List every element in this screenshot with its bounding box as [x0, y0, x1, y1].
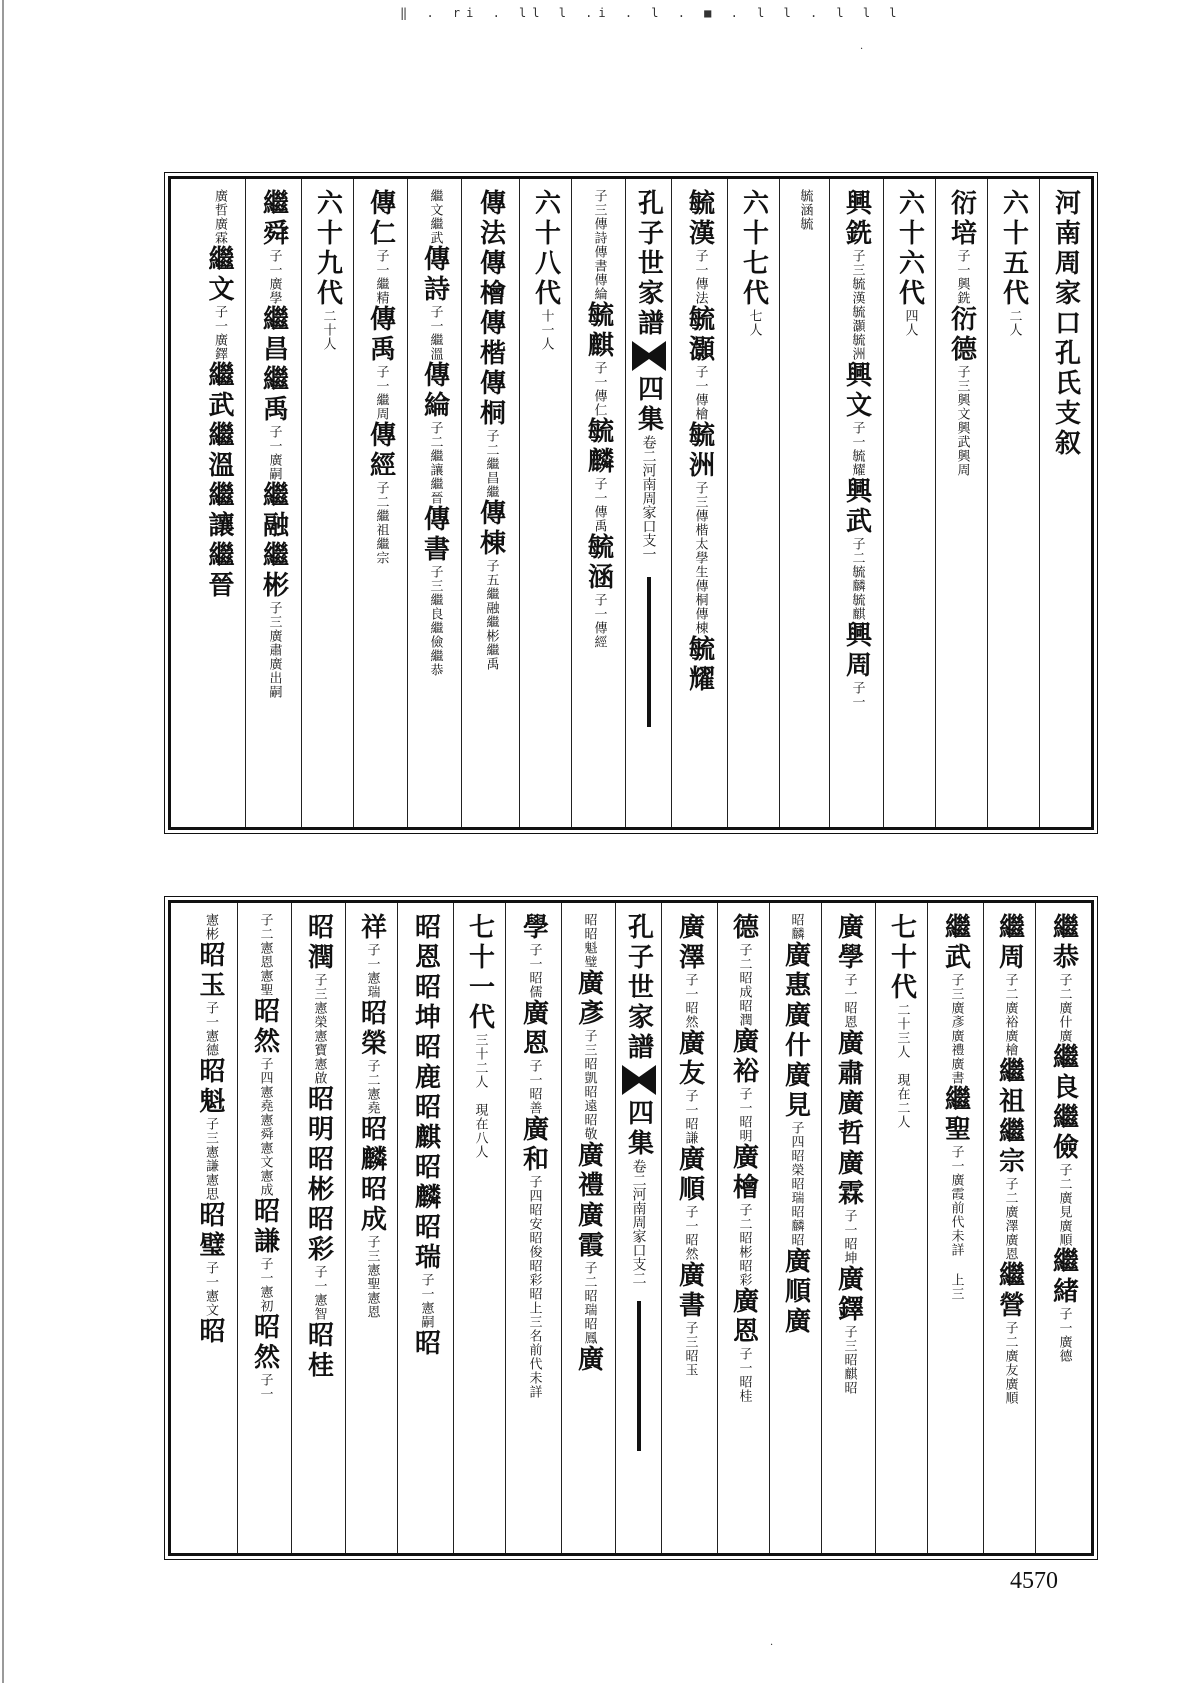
member-note: 子一廣霞前代未詳 上三 [948, 1145, 964, 1301]
member-name: 廣恩 [518, 999, 549, 1059]
member-note: 子二憲恩憲聖 [257, 913, 273, 997]
member-name: 繼宗 [994, 1117, 1025, 1177]
member-name: 繼祖 [994, 1057, 1025, 1117]
member-name: 昭彬 [303, 1145, 334, 1205]
genealogy-column [301, 179, 353, 827]
member-note: 毓涵毓 [797, 189, 813, 231]
fishtail-mark-icon [622, 1065, 656, 1095]
member-note: 子一廣德 [1056, 1307, 1072, 1363]
member-name: 繼武 [940, 913, 971, 973]
member-note: 子一憲德 [203, 1001, 218, 1057]
member-name: 昭鹿 [410, 1033, 441, 1093]
member-name: 昭璧 [195, 1201, 225, 1261]
genealogy-column [407, 179, 461, 827]
genealogy-column [1035, 903, 1091, 1553]
member-name: 廣檜 [728, 1143, 759, 1203]
member-name: 廣書 [674, 1261, 705, 1321]
member-note: 子一昭善 [526, 1059, 542, 1115]
member-note: 子一繼溫 [427, 305, 443, 361]
genealogy-column [935, 179, 987, 827]
member-note: 子三傳楷太學生傳桐傳棟 [692, 481, 708, 635]
member-note: 子三繼良繼儉繼恭 [427, 565, 443, 677]
member-note: 子五繼融繼彬繼禹 [483, 559, 499, 671]
member-name: 繼聖 [940, 1085, 971, 1145]
member-name: 傳綸 [419, 361, 450, 421]
member-name: 繼儉 [1048, 1103, 1079, 1163]
member-name: 廣順 [780, 1247, 811, 1307]
genealogy-column [397, 903, 453, 1553]
member-note: 子二廣友廣順 [1002, 1321, 1018, 1405]
member-name: 毓洲 [684, 421, 715, 481]
member-note: 子二繼昌繼 [483, 429, 499, 499]
genealogy-column [821, 903, 875, 1553]
bottom-page-panel [168, 900, 1094, 1556]
member-note: 三十二人 現在八人 [472, 1033, 488, 1159]
genealogy-column [883, 179, 935, 827]
member-note: 子一憲智 [311, 1265, 327, 1321]
genealogy-column [875, 903, 927, 1553]
center-spine [625, 179, 671, 827]
member-name: 興文 [841, 361, 872, 421]
member-name: 傳詩 [419, 245, 450, 305]
page-in-volume: 二 [630, 1271, 647, 1285]
member-note: 子一廣鐸 [212, 305, 227, 361]
member-note: 子二繼讓繼晉 [427, 421, 443, 505]
member-name: 繼良 [1048, 1043, 1079, 1103]
book-title: 孔子世家譜 [623, 913, 654, 1063]
member-note: 子一毓耀 [849, 421, 865, 477]
genealogy-column [291, 903, 345, 1553]
member-name: 繼晉 [204, 541, 234, 601]
member-note: 憲彬 [203, 913, 218, 941]
center-spine [615, 903, 661, 1553]
member-note: 子一昭然 [682, 973, 698, 1029]
member-name: 昭 [410, 1329, 441, 1359]
member-note: 繼文繼武 [427, 189, 443, 245]
member-note: 子一廣嗣 [266, 425, 282, 481]
member-note: 子一傳仁 [591, 361, 607, 417]
member-note: 子二廣裕廣檜 [1002, 973, 1018, 1057]
speck: · [770, 1640, 774, 1651]
member-note: 子三昭玉 [682, 1321, 698, 1377]
genealogy-column [779, 179, 829, 827]
member-name: 繼武 [204, 361, 234, 421]
member-name: 昭玉 [195, 941, 225, 1001]
genealogy-column [461, 179, 519, 827]
fishtail-mark-icon [632, 341, 666, 371]
member-name: 昭榮 [356, 999, 387, 1059]
member-name: 廣霖 [833, 1149, 864, 1209]
member-name: 昭恩 [410, 913, 441, 973]
member-name: 廣學 [833, 913, 864, 973]
member-note: 子一昭謙 [682, 1089, 698, 1145]
member-note: 子三傳詩傳書傳綸 [591, 189, 607, 301]
member-name: 繼恭 [1048, 913, 1079, 973]
member-name: 祥 [356, 913, 387, 943]
member-name: 繼緒 [1048, 1247, 1079, 1307]
member-note: 七人 [746, 309, 762, 337]
genealogy-column [453, 903, 505, 1553]
member-name: 昭麟 [410, 1153, 441, 1213]
member-name: 昭彩 [303, 1205, 334, 1265]
genealogy-column [661, 903, 717, 1553]
member-name: 傳仁 [365, 189, 396, 249]
genealogy-column [1039, 179, 1091, 827]
genealogy-column [561, 903, 615, 1553]
member-note: 廣哲廣霖 [212, 189, 227, 245]
genealogy-column [193, 179, 245, 827]
member-note: 子四昭榮昭瑞昭麟昭 [788, 1121, 804, 1247]
genealogy-column [245, 179, 301, 827]
genealogy-column [829, 179, 883, 827]
member-name: 廣肅 [833, 1029, 864, 1089]
genealogy-column [505, 903, 561, 1553]
member-name: 昭麟 [356, 1115, 387, 1175]
member-name: 昭成 [356, 1175, 387, 1235]
collection-label: 四集 [623, 1099, 654, 1159]
branch-label: 河南周家口支 [630, 1187, 647, 1271]
member-note: 子一憲文 [203, 1261, 218, 1317]
genealogy-column [671, 179, 727, 827]
header-marks: ‖ . ri . ll l .i . l . ■ . l l . l l l [400, 6, 903, 20]
member-note: 子三興文興武興周 [954, 365, 970, 477]
member-name: 毓漢 [684, 189, 715, 249]
member-note: 子三憲謙憲思 [203, 1117, 218, 1201]
member-name: 廣什 [780, 1001, 811, 1061]
member-name: 廣友 [674, 1029, 705, 1089]
member-note: 子一繼精 [373, 249, 389, 305]
member-note: 子一傳經 [591, 593, 607, 649]
member-note: 二人 [1006, 309, 1022, 337]
member-name: 毓灝 [684, 305, 715, 365]
page-in-volume: 一 [640, 547, 657, 561]
member-name: 昭明 [303, 1085, 334, 1145]
genealogy-column [769, 903, 821, 1553]
member-note: 子二昭彬昭彩 [736, 1203, 752, 1287]
genealogy-column [353, 179, 407, 827]
member-name: 六十八代 [530, 189, 561, 309]
genealogy-column [927, 903, 983, 1553]
member-note: 子二廣什廣 [1056, 973, 1072, 1043]
genealogy-column [237, 903, 291, 1553]
member-name: 繼融 [258, 481, 289, 541]
genealogy-column [571, 179, 625, 827]
member-note: 子一 [849, 681, 865, 709]
member-name: 繼讓 [204, 481, 234, 541]
member-name: 傳桐 [475, 369, 506, 429]
member-name: 廣順 [674, 1145, 705, 1205]
member-name: 廣禮 [573, 1141, 604, 1201]
bottom-columns [171, 903, 1091, 1553]
scan-edge-line [2, 0, 4, 1683]
member-name: 河南周家口孔氏支叙 [1050, 189, 1081, 459]
member-name: 廣恩 [728, 1287, 759, 1347]
member-name: 廣惠 [780, 941, 811, 1001]
genealogy-column [183, 903, 237, 1553]
member-name: 廣 [780, 1307, 811, 1337]
member-name: 繼文 [204, 245, 234, 305]
member-note: 子一昭儒 [526, 943, 542, 999]
member-name: 昭然 [249, 997, 280, 1057]
member-name: 廣鐸 [833, 1265, 864, 1325]
member-note: 二十三人 現在二人 [894, 1003, 910, 1129]
member-name: 衍培 [946, 189, 977, 249]
member-note: 四人 [902, 309, 918, 337]
member-name: 廣哲 [833, 1089, 864, 1149]
member-note: 子一繼周 [373, 365, 389, 421]
member-name: 廣 [573, 1345, 604, 1375]
member-name: 興周 [841, 621, 872, 681]
member-name: 六十九代 [312, 189, 343, 309]
member-note: 子一興銑 [954, 249, 970, 305]
member-note: 十一人 [538, 309, 554, 351]
member-note: 子一昭明 [736, 1087, 752, 1143]
member-name: 昭 [195, 1317, 225, 1347]
member-name: 毓涵 [583, 533, 614, 593]
member-name: 傳楷 [475, 309, 506, 369]
member-note: 子三毓漢毓灝毓洲 [849, 249, 865, 361]
member-name: 六十五代 [998, 189, 1029, 309]
member-name: 廣澤 [674, 913, 705, 973]
page-number: 4570 [1010, 1568, 1058, 1594]
member-note: 子二廣澤廣恩 [1002, 1177, 1018, 1261]
member-name: 傳棟 [475, 499, 506, 559]
member-name: 廣彥 [573, 969, 604, 1029]
member-note: 子一昭恩 [841, 973, 857, 1029]
member-note: 子二憲堯 [364, 1059, 380, 1115]
member-note: 子一傳法 [692, 249, 708, 305]
member-note: 昭麟 [788, 913, 804, 941]
genealogy-column [983, 903, 1035, 1553]
top-columns [171, 179, 1091, 827]
member-note: 子一昭然 [682, 1205, 698, 1261]
member-name: 傳書 [419, 505, 450, 565]
member-name: 衍德 [946, 305, 977, 365]
member-note: 子一傳禹 [591, 477, 607, 533]
member-note: 昭昭魁璧 [581, 913, 597, 969]
member-note: 二十人 [320, 309, 336, 351]
member-name: 繼彬 [258, 541, 289, 601]
member-note: 子一憲初 [257, 1257, 273, 1313]
top-page-panel [168, 176, 1094, 830]
speck: · [860, 44, 864, 55]
member-name: 廣裕 [728, 1027, 759, 1087]
member-note: 子一憲瑞 [364, 943, 380, 999]
member-note: 子三昭麒昭 [841, 1325, 857, 1395]
member-name: 學 [518, 913, 549, 943]
member-name: 繼周 [994, 913, 1025, 973]
member-name: 傳經 [365, 421, 396, 481]
book-title: 孔子世家譜 [633, 189, 664, 339]
member-name: 傳檜 [475, 249, 506, 309]
member-name: 昭潤 [303, 913, 334, 973]
genealogy-column [727, 179, 779, 827]
member-name: 繼營 [994, 1261, 1025, 1321]
member-note: 子三憲聖憲恩 [364, 1235, 380, 1319]
member-note: 子一傳檜 [692, 365, 708, 421]
volume-label: 卷二 [640, 435, 657, 463]
member-name: 繼溫 [204, 421, 234, 481]
genealogy-column [717, 903, 769, 1553]
member-note: 子一昭坤 [841, 1209, 857, 1265]
member-name: 傳法 [475, 189, 506, 249]
member-note: 子一 [257, 1373, 273, 1401]
spine-rule [647, 577, 651, 727]
branch-label: 河南周家口支 [640, 463, 657, 547]
member-name: 繼昌 [258, 305, 289, 365]
member-note: 子二繼祖繼宗 [373, 481, 389, 565]
member-name: 德 [728, 913, 759, 943]
spine-rule [637, 1301, 641, 1451]
member-name: 毓麒 [583, 301, 614, 361]
member-note: 子二昭成昭潤 [736, 943, 752, 1027]
member-name: 繼舜 [258, 189, 289, 249]
member-name: 七十一代 [464, 913, 495, 1033]
member-name: 傳禹 [365, 305, 396, 365]
member-name: 七十代 [886, 913, 917, 1003]
member-name: 昭麒 [410, 1093, 441, 1153]
member-name: 昭謙 [249, 1197, 280, 1257]
member-name: 廣霞 [573, 1201, 604, 1261]
collection-label: 四集 [633, 375, 664, 435]
member-note: 子二昭瑞昭鳳 [581, 1261, 597, 1345]
member-note: 子三昭凱昭遠昭敬 [581, 1029, 597, 1141]
member-name: 廣和 [518, 1115, 549, 1175]
member-name: 昭然 [249, 1313, 280, 1373]
member-note: 子一昭桂 [736, 1347, 752, 1403]
member-note: 子四昭安昭俊昭彩昭上三名前代未詳 [526, 1175, 542, 1399]
member-name: 繼禹 [258, 365, 289, 425]
member-name: 毓耀 [684, 635, 715, 695]
member-name: 興銑 [841, 189, 872, 249]
member-name: 六十七代 [738, 189, 769, 309]
member-note: 子三憲榮憲寶憲啟 [311, 973, 327, 1085]
member-name: 昭桂 [303, 1321, 334, 1381]
member-note: 子四憲堯憲舜憲文憲成 [257, 1057, 273, 1197]
member-name: 興武 [841, 477, 872, 537]
member-note: 子三廣肅廣出嗣 [266, 601, 282, 699]
member-name: 六十六代 [894, 189, 925, 309]
member-name: 昭坤 [410, 973, 441, 1033]
member-note: 子三廣彥廣禮廣書 [948, 973, 964, 1085]
member-name: 毓麟 [583, 417, 614, 477]
member-name: 廣見 [780, 1061, 811, 1121]
genealogy-column [345, 903, 397, 1553]
member-note: 子二廣見廣順 [1056, 1163, 1072, 1247]
genealogy-column [519, 179, 571, 827]
volume-label: 卷二 [630, 1159, 647, 1187]
member-name: 昭魁 [195, 1057, 225, 1117]
member-note: 子二毓麟毓麒 [849, 537, 865, 621]
genealogy-column [987, 179, 1039, 827]
member-note: 子一憲嗣 [418, 1273, 434, 1329]
member-name: 昭瑞 [410, 1213, 441, 1273]
member-note: 子一廣學 [266, 249, 282, 305]
